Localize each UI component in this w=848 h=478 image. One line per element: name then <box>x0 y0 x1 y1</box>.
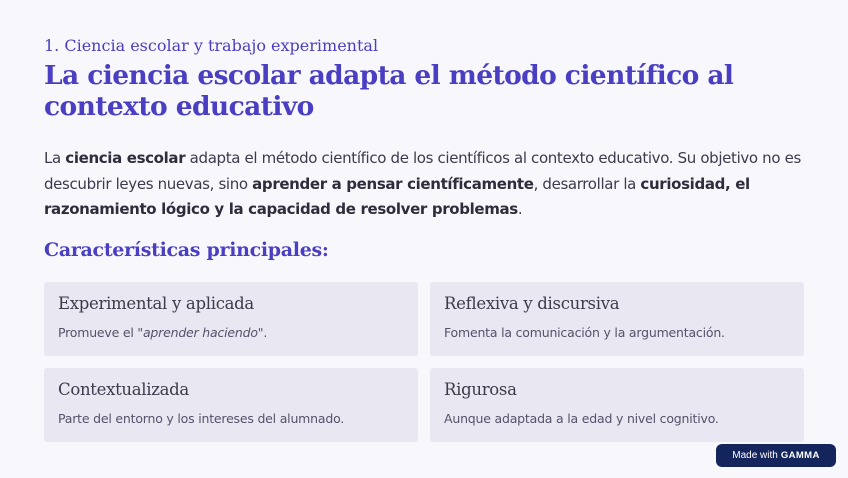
intro-text: adapta el método científico de los científicos al contexto educativo. Su objetivo no es descubrir leyes nuevas, sino <box>44 149 801 193</box>
feature-card-desc <box>58 325 267 340</box>
feature-card-desc: Aunque adaptada a la edad y nivel cognitivo. <box>444 411 719 426</box>
feature-card-desc: Parte del entorno y los intereses del alumnado. <box>58 411 345 426</box>
feature-card-desc: Fomenta la comunicación y la argumentación. <box>444 325 725 340</box>
gamma-logo: GAMMA <box>780 450 820 461</box>
feature-card <box>44 282 418 356</box>
section-eyebrow: 1. Ciencia escolar y trabajo experimental <box>44 36 379 55</box>
badge-prefix: Made with <box>732 450 778 461</box>
feature-card <box>430 282 804 356</box>
intro-bold: aprender a pensar científicamente <box>252 174 534 193</box>
intro-bold: ciencia escolar <box>65 149 186 167</box>
feature-card <box>44 368 418 442</box>
made-with-gamma-badge[interactable] <box>716 444 836 467</box>
feature-card-title: Contextualizada <box>58 380 189 399</box>
feature-card <box>430 368 804 442</box>
feature-card-desc-italic: "aprender haciendo" <box>137 325 264 340</box>
intro-text: . <box>517 200 523 218</box>
feature-card-desc-text: . <box>263 325 268 340</box>
feature-card-desc-text: Promueve el <box>58 325 138 340</box>
feature-card-title: Rigurosa <box>444 380 517 399</box>
features-heading: Características principales: <box>44 239 329 261</box>
slide-title: La ciencia escolar adapta el método científico al contexto educativo <box>44 60 734 122</box>
intro-bold: curiosidad, el razonamiento lógico y la capacidad de resolver problemas <box>44 174 750 218</box>
intro-text: , desarrollar la <box>533 174 641 193</box>
feature-card-title: Reflexiva y discursiva <box>444 294 620 313</box>
feature-card-title: Experimental y aplicada <box>58 294 254 313</box>
intro-paragraph <box>44 146 804 223</box>
intro-text: La <box>44 149 66 167</box>
